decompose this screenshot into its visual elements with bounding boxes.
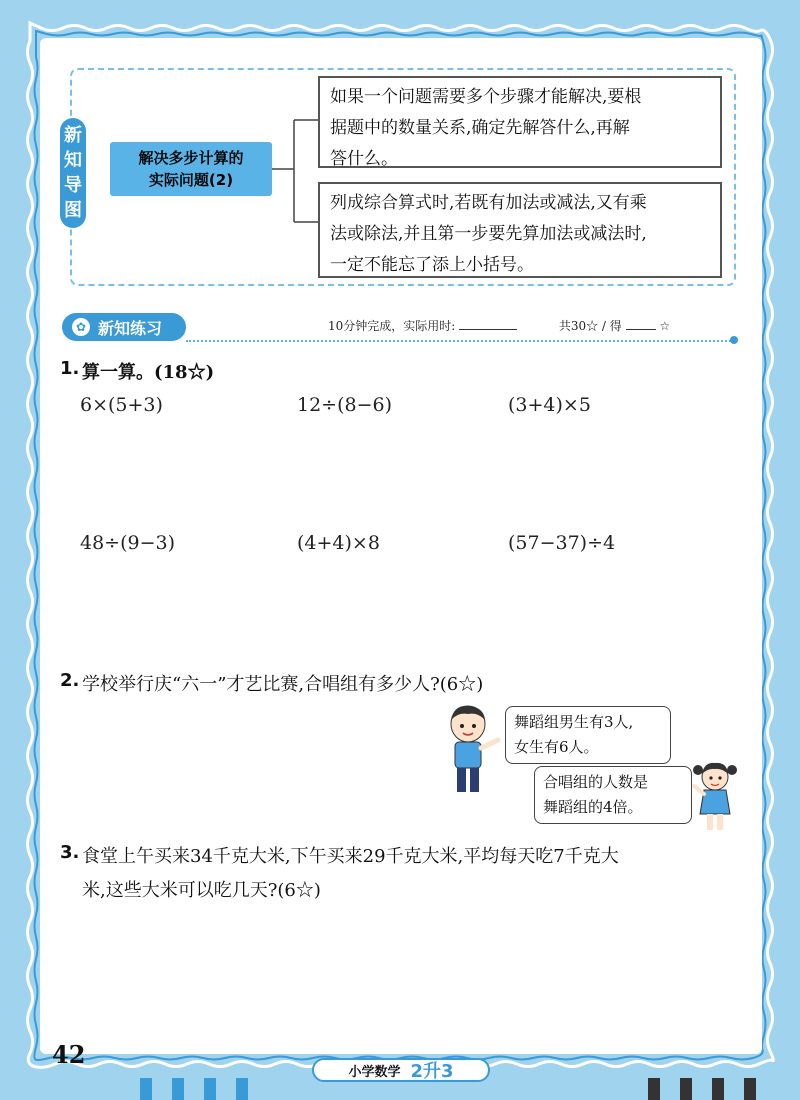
expression: (4+4)×8 xyxy=(297,532,380,554)
practice-label: 新知练习 xyxy=(98,318,163,338)
score-suffix: ☆ xyxy=(659,319,671,333)
expression: (3+4)×5 xyxy=(508,394,591,416)
question-number: 2. xyxy=(60,670,80,691)
score-prefix: 共30☆ / 得 xyxy=(558,319,622,333)
girl-illustration xyxy=(690,760,740,832)
topic-line: 解决多步计算的 xyxy=(138,149,244,167)
note-line: 答什么。 xyxy=(330,149,398,169)
expression: 48÷(9−3) xyxy=(80,532,176,554)
badge-char: 知 xyxy=(64,150,82,171)
page-number: 42 xyxy=(52,1040,86,1069)
knowledge-map-badge xyxy=(60,118,86,228)
edge-tab xyxy=(648,1078,660,1100)
question-title: 算一算。(18☆) xyxy=(82,362,215,383)
question-text: 食堂上午买来34千克大米,下午买来29千克大米,平均每天吃7千克大 xyxy=(82,846,619,867)
bubble-line: 女生有6人。 xyxy=(514,738,599,756)
note-line: 如果一个问题需要多个步骤才能解决,要根 xyxy=(330,87,642,107)
topic-box xyxy=(110,142,272,196)
topic-line: 实际问题(2) xyxy=(148,171,234,189)
edge-tab xyxy=(744,1078,756,1100)
expression: 12÷(8−6) xyxy=(297,394,393,416)
edge-tab xyxy=(140,1078,152,1100)
note-line: 法或除法,并且第一步要先算加法或减法时, xyxy=(330,224,647,244)
bracket-connector xyxy=(272,110,322,260)
book-subject: 小学数学 xyxy=(348,1064,401,1080)
edge-tab xyxy=(712,1078,724,1100)
question-number: 1. xyxy=(60,358,80,379)
badge-char: 新 xyxy=(64,125,82,146)
question-text: 米,这些大米可以吃几天?(6☆) xyxy=(82,880,321,901)
score-blank[interactable] xyxy=(626,329,656,330)
edge-tab xyxy=(204,1078,216,1100)
medal-icon: ✿ xyxy=(72,318,90,336)
bubble-line: 舞蹈组男生有3人, xyxy=(514,713,634,731)
bubble-line: 合唱组的人数是 xyxy=(543,773,649,791)
timer-prefix: 10分钟完成，实际用时: xyxy=(328,319,456,333)
question-number: 3. xyxy=(60,842,80,863)
divider-dot xyxy=(730,336,738,344)
edge-tab xyxy=(680,1078,692,1100)
badge-char: 导 xyxy=(64,175,82,196)
time-blank[interactable] xyxy=(459,329,517,330)
boy-speech-bubble xyxy=(505,706,671,764)
note-line: 据题中的数量关系,确定先解答什么,再解 xyxy=(330,118,630,138)
book-grade: 2升3 xyxy=(410,1061,454,1082)
practice-section-badge xyxy=(62,313,186,341)
book-title-pill xyxy=(312,1058,490,1082)
badge-char: 图 xyxy=(64,200,82,221)
expression: 6×(5+3) xyxy=(80,394,163,416)
note-line: 列成综合算式时,若既有加法或减法,又有乘 xyxy=(330,193,647,213)
timer-line xyxy=(328,317,670,334)
dotted-divider xyxy=(186,340,734,342)
boy-illustration xyxy=(440,702,504,798)
bubble-line: 舞蹈组的4倍。 xyxy=(543,798,643,816)
edge-tab xyxy=(236,1078,248,1100)
question-text: 学校举行庆“六一”才艺比赛,合唱组有多少人?(6☆) xyxy=(82,674,484,695)
expression: (57−37)÷4 xyxy=(508,532,616,554)
note-box-steps xyxy=(318,76,722,168)
note-line: 一定不能忘了添上小括号。 xyxy=(330,255,534,275)
edge-tab xyxy=(172,1078,184,1100)
note-box-brackets xyxy=(318,182,722,278)
girl-speech-bubble xyxy=(534,766,692,824)
